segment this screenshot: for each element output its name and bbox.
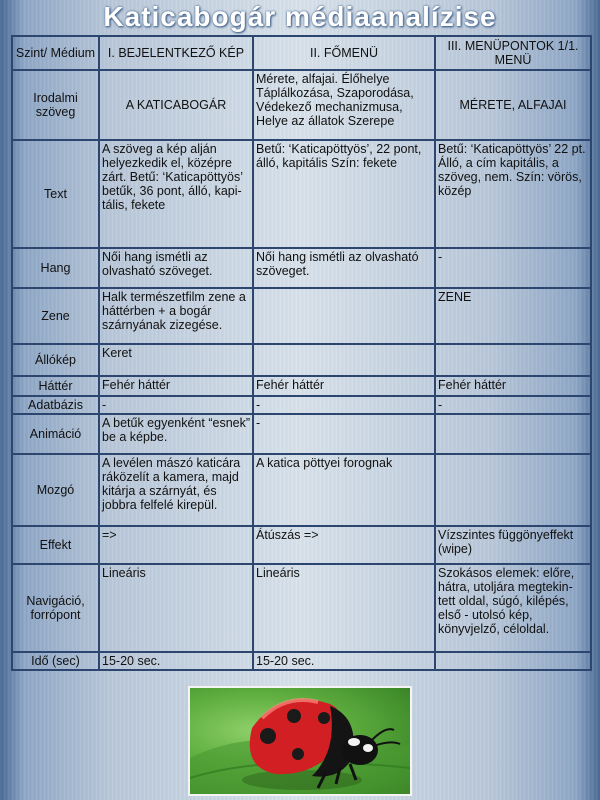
table-cell: ZENE xyxy=(435,288,591,344)
table-cell xyxy=(435,414,591,454)
table-cell: Mérete, alfajai. Élőhelye Táplálkozása, Szaporodása, Védekező mechanizmusa, Helye az állatok Szerepe xyxy=(253,70,435,140)
table-row xyxy=(12,376,591,396)
table-row xyxy=(12,526,591,564)
row-label: Irodalmi szöveg xyxy=(12,70,99,140)
table-cell xyxy=(435,454,591,526)
row-label: Háttér xyxy=(12,376,99,396)
header-main-menu: II. FŐMENÜ xyxy=(253,36,435,70)
table-row xyxy=(12,414,591,454)
table-cell: Halk természetfilm zene a háttérben + a bogár szárnyának zizegése. xyxy=(99,288,253,344)
row-label: Text xyxy=(12,140,99,248)
table-cell: Fehér háttér xyxy=(435,376,591,396)
header-menu-items: III. MENÜPONTOK 1/1. MENÜ xyxy=(435,36,591,70)
table-cell: A katica pöttyei forognak xyxy=(253,454,435,526)
table-row xyxy=(12,70,591,140)
table-cell xyxy=(435,652,591,670)
table-cell: A levélen mászó katicára ráközelít a kamera, majd kitárja a szárnyát, és jobbra felfelé kirepül. xyxy=(99,454,253,526)
table-row xyxy=(12,140,591,248)
table-cell: A betűk egyenként “esnek” be a képbe. xyxy=(99,414,253,454)
table-cell: => xyxy=(99,526,253,564)
media-analysis-table xyxy=(11,35,592,671)
table-cell: Betű: ‘Katicapöttyös’, 22 pont, álló, kapitális Szín: fekete xyxy=(253,140,435,248)
table-cell: Lineáris xyxy=(253,564,435,652)
table-cell: Fehér háttér xyxy=(253,376,435,396)
table-cell: 15-20 sec. xyxy=(99,652,253,670)
row-label: Állókép xyxy=(12,344,99,376)
table-cell: 15-20 sec. xyxy=(253,652,435,670)
row-label: Idő (sec) xyxy=(12,652,99,670)
table-cell: Keret xyxy=(99,344,253,376)
table-cell: - xyxy=(435,248,591,288)
table-cell: Átúszás => xyxy=(253,526,435,564)
row-label: Hang xyxy=(12,248,99,288)
table-cell xyxy=(253,344,435,376)
table-row xyxy=(12,564,591,652)
table-cell: A KATICABOGÁR xyxy=(99,70,253,140)
table-row xyxy=(12,396,591,414)
row-label: Mozgó xyxy=(12,454,99,526)
ladybug-photo xyxy=(188,686,412,796)
table-cell: A szöveg a kép alján helyezkedik el, középre zárt. Betű: ‘Katicapöttyös’ betűk, 36 pont, álló, kapi-tális, fekete xyxy=(99,140,253,248)
ladybug-icon xyxy=(190,688,410,794)
table-header-row xyxy=(12,36,591,70)
table-cell xyxy=(435,344,591,376)
table-row xyxy=(12,248,591,288)
table-cell: - xyxy=(99,396,253,414)
table-row xyxy=(12,652,591,670)
table-cell: Női hang ismétli az olvasható szöveget. xyxy=(253,248,435,288)
table-cell xyxy=(253,288,435,344)
header-level-medium: Szint/ Médium xyxy=(12,36,99,70)
row-label: Navigáció, forrópont xyxy=(12,564,99,652)
table-cell: Betű: ‘Katicapöttyös’ 22 pt. Álló, a cím kapitális, a szöveg, nem. Szín: vörös, közép xyxy=(435,140,591,248)
table-row xyxy=(12,288,591,344)
row-label: Effekt xyxy=(12,526,99,564)
table-row xyxy=(12,344,591,376)
table-cell: Szokásos elemek: előre, hátra, utoljára megtekin-tett oldal, súgó, kilépés, első - utolsó kép, könyvjelző, céloldal. xyxy=(435,564,591,652)
row-label: Zene xyxy=(12,288,99,344)
page-title: Katicabogár médiaanalízise xyxy=(103,1,497,32)
table-cell: Vízszintes függönyeffekt (wipe) xyxy=(435,526,591,564)
table-cell: - xyxy=(253,414,435,454)
header-login-screen: I. BEJELENTKEZŐ KÉP xyxy=(99,36,253,70)
table-cell: Lineáris xyxy=(99,564,253,652)
table-row xyxy=(12,454,591,526)
row-label: Animáció xyxy=(12,414,99,454)
table-cell: Női hang ismétli az olvasható szöveget. xyxy=(99,248,253,288)
table-cell: Fehér háttér xyxy=(99,376,253,396)
table-cell: - xyxy=(435,396,591,414)
table-cell: MÉRETE, ALFAJAI xyxy=(435,70,591,140)
table-cell: - xyxy=(253,396,435,414)
row-label: Adatbázis xyxy=(12,396,99,414)
